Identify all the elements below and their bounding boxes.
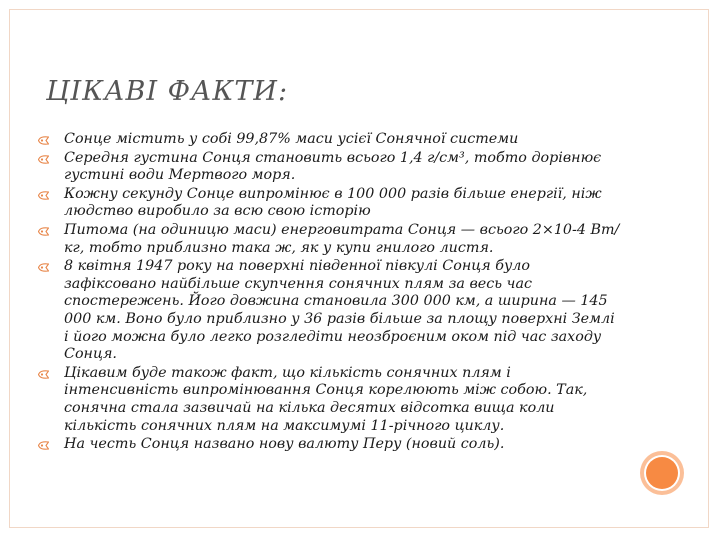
ornamental-bullet-icon [38,227,49,236]
fact-item [38,436,620,454]
ornamental-bullet-icon [38,136,49,145]
facts-list [38,131,620,455]
fact-text: Середня густина Сонця становить всього 1,4 г/см³, тобто дорівнює густині води Мертвого моря. [64,149,602,184]
fact-item [38,186,620,221]
ornamental-bullet-icon [38,441,49,450]
ornamental-bullet-icon [38,155,49,164]
fact-item [38,222,620,257]
ornamental-bullet-icon [38,370,49,379]
fact-text: Сонце містить у собі 99,87% маси усієї Сонячної системи [64,131,519,147]
fact-text: Питома (на одиницю маси) енерговитрата Сонця — всього 2×10-4 Вт/кг, тобто приблизно така ж, як у купи гнилого листя. [64,221,620,256]
fact-text: Цікавим буде також факт, що кількість сонячних плям і інтенсивність випромінювання Сонця корелюють між собою. Так, сонячна стала зазвичай на кілька десятих відсотка вища коли кількість сонячних плям на максимумі 11-річного циклу. [64,364,588,434]
fact-item [38,150,620,185]
fact-text: 8 квітня 1947 року на поверхні південної півкулі Сонця було зафіксовано найбільше скупчення сонячних плям за весь час спостережень. Його довжина становила 300 000 км, а ширина — 145 000 км. Воно було приблизно у 36 разів більше за площу поверхні Землі і його можна було легко розгледіти неозброєним оком під час заходу Сонця. [64,258,615,363]
slide-title: ЦІКАВІ ФАКТИ: [46,76,289,107]
ornamental-bullet-icon [38,191,49,200]
fact-text: Кожну секунду Сонце випромінює в 100 000 разів більше енергії, ніж людство виробило за всю свою історію [64,185,602,220]
fact-item [38,258,620,364]
fact-text: На честь Сонця названо нову валюту Перу (новий соль). [64,436,505,453]
ornamental-bullet-icon [38,263,49,272]
fact-item [38,131,620,149]
decorative-circle [640,451,684,495]
fact-item [38,365,620,435]
